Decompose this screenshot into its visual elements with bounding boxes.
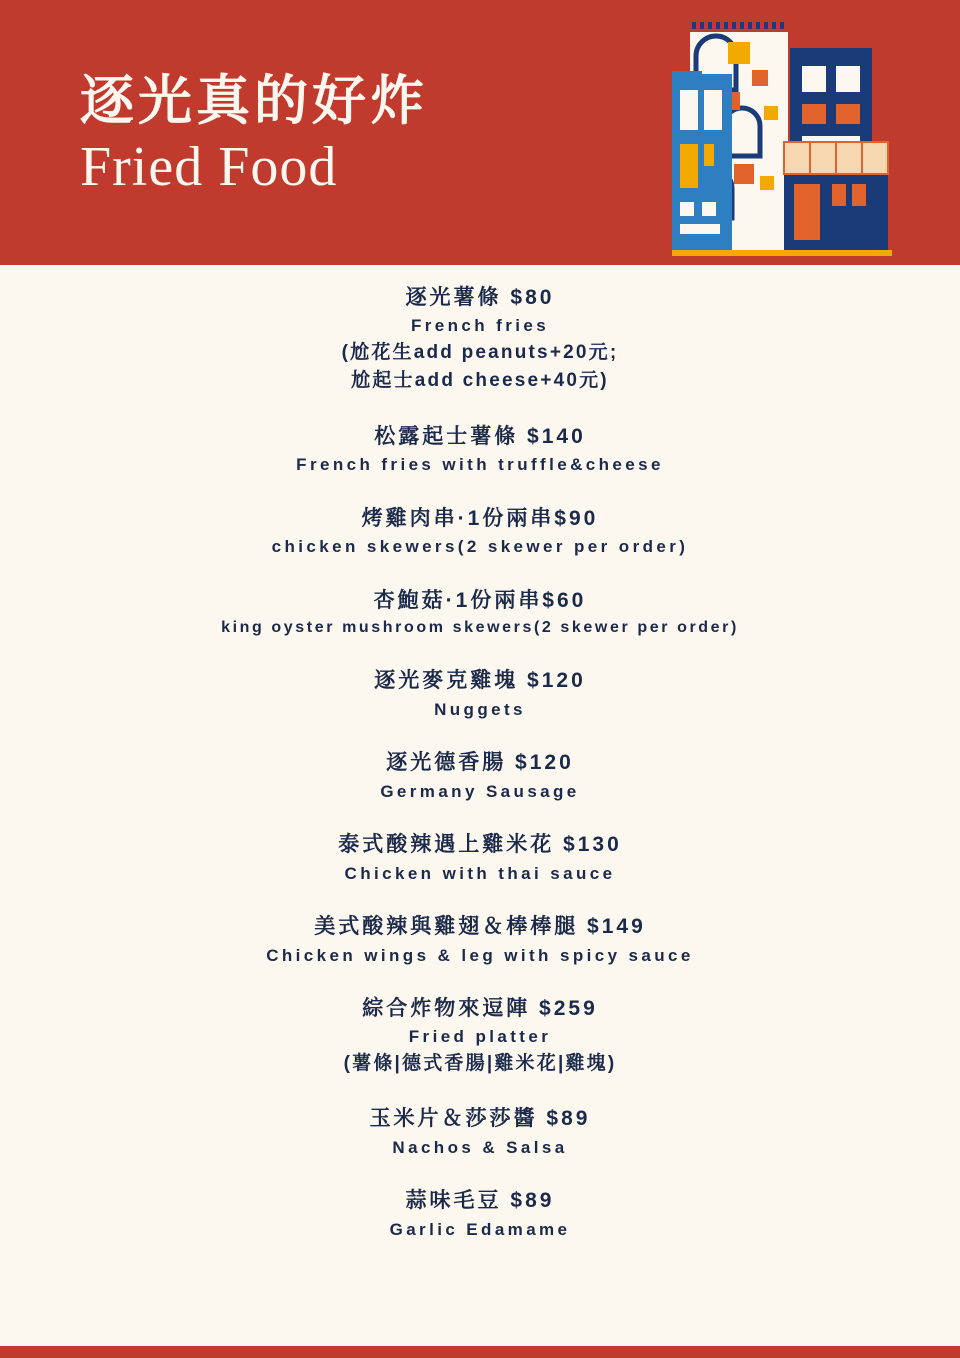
item-name-en: chicken skewers(2 skewer per order): [271, 537, 689, 557]
menu-item: [0, 283, 960, 396]
item-name-en: Germany Sausage: [380, 781, 580, 801]
page-header: [0, 0, 960, 265]
item-name-zh: 逐光薯條 $80: [405, 286, 555, 309]
item-note: (薯條|德式香腸|雞米花|雞塊): [343, 1052, 617, 1074]
item-name-en: Nachos & Salsa: [392, 1137, 568, 1157]
item-name-zh: 烤雞肉串·1份兩串$90: [361, 506, 599, 530]
item-note: 尬起士add cheese+40元): [351, 370, 609, 392]
menu-item: [0, 666, 960, 722]
item-name-zh: 泰式酸辣遇上雞米花 $130: [338, 833, 622, 857]
item-name-en: French fries: [410, 316, 550, 336]
page-title-en: Fried Food: [80, 136, 338, 199]
item-name-zh: 玉米片＆莎莎醬 $89: [369, 1107, 591, 1131]
item-name-zh: 蒜味毛豆 $89: [405, 1189, 555, 1213]
item-name-zh: 杏鮑菇·1份兩串$60: [373, 588, 587, 612]
item-name-zh: 松露起士薯條 $140: [374, 424, 586, 448]
footer-bar: [0, 1346, 960, 1358]
item-name-zh: 綜合炸物來逗陣 $259: [362, 997, 598, 1020]
item-name-en: Garlic Edamame: [389, 1219, 571, 1239]
menu-list: [0, 265, 960, 1242]
menu-item: [0, 504, 960, 560]
menu-item: [0, 586, 960, 640]
item-name-zh: 逐光麥克雞塊 $120: [374, 669, 586, 693]
item-name-en: Chicken wings & leg with spicy sauce: [266, 945, 694, 965]
item-name-en: king oyster mushroom skewers(2 skewer per order): [221, 619, 739, 637]
menu-item: [0, 422, 960, 478]
menu-item: [0, 830, 960, 886]
page-title-zh: 逐光真的好炸: [80, 71, 428, 131]
buildings-illustration: [672, 16, 952, 265]
item-name-en: Nuggets: [434, 699, 526, 719]
header-title-group: [80, 72, 428, 200]
item-note: (尬花生add peanuts+20元;: [341, 341, 619, 363]
menu-item: [0, 748, 960, 804]
item-name-en: Chicken with thai sauce: [344, 863, 616, 883]
menu-item: [0, 994, 960, 1078]
menu-item: [0, 912, 960, 968]
item-name-en: French fries with truffle&cheese: [296, 455, 664, 475]
item-name-zh: 美式酸辣與雞翅＆棒棒腿 $149: [314, 915, 646, 939]
menu-item: [0, 1104, 960, 1160]
menu-item: [0, 1186, 960, 1242]
item-name-en: Fried platter: [408, 1027, 552, 1047]
item-name-zh: 逐光德香腸 $120: [386, 751, 574, 775]
